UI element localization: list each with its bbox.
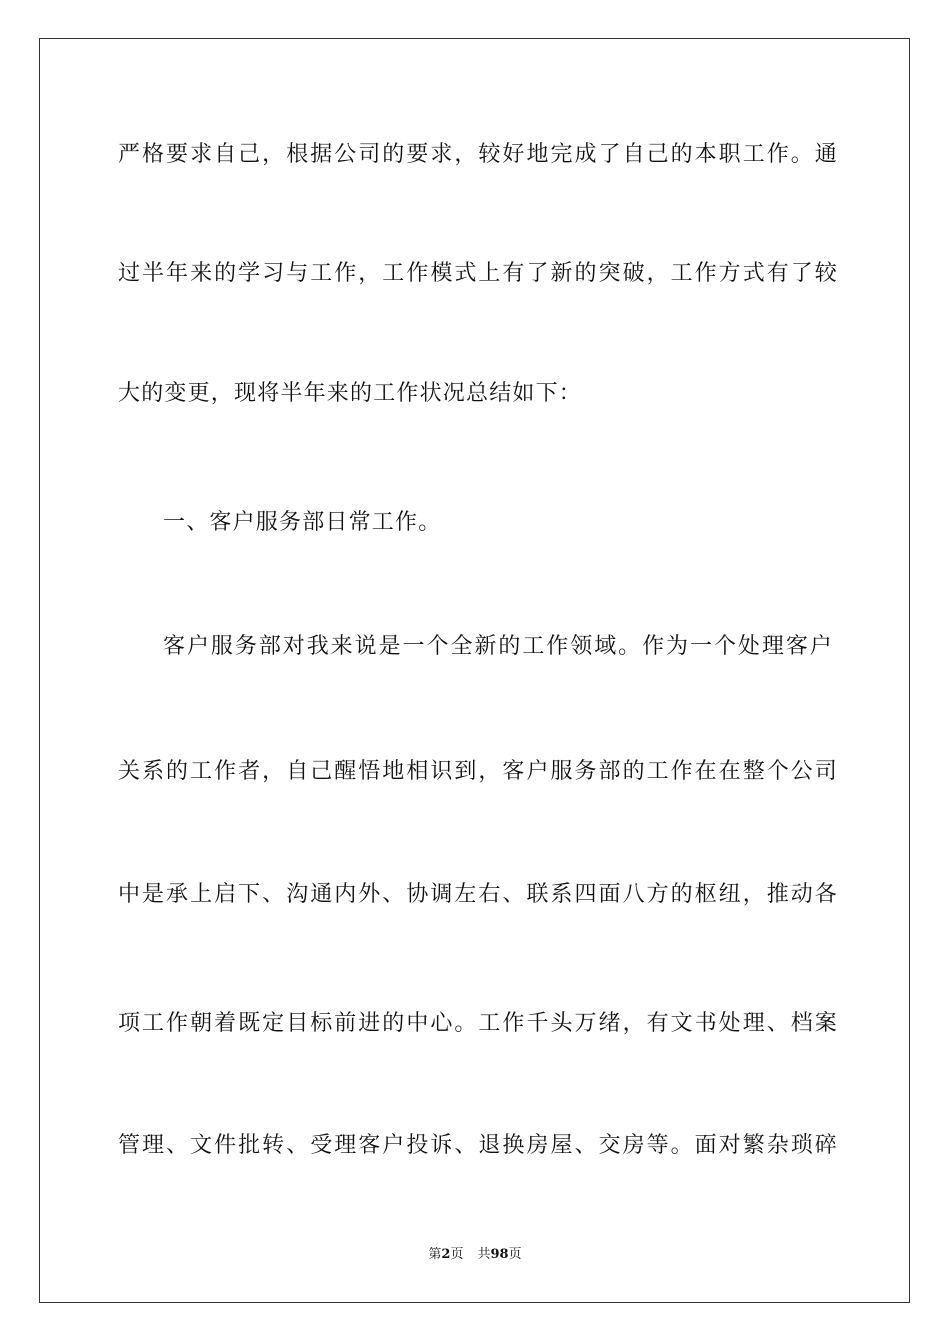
page-footer	[0, 1247, 950, 1263]
paragraph-line-5: 客户服务部对我来说是一个全新的工作领域。作为一个处理客户	[163, 634, 833, 659]
page-border	[39, 38, 910, 1303]
paragraph-line-2: 过半年来的学习与工作，工作模式上有了新的突破，工作方式有了较	[118, 261, 838, 286]
paragraph-line-6: 关系的工作者，自己醒悟地相识到，客户服务部的工作在在整个公司	[118, 759, 838, 784]
footer-page-suffix: 页	[450, 1247, 464, 1262]
paragraph-line-3: 大的变更，现将半年来的工作状况总结如下：	[118, 381, 583, 406]
footer-total-suffix: 页	[508, 1247, 522, 1262]
footer-page-prefix: 第	[428, 1247, 442, 1262]
paragraph-line-9: 管理、文件批转、受理客户投诉、退换房屋、交房等。面对繁杂琐碎	[118, 1133, 838, 1158]
paragraph-line-1: 严格要求自己，根据公司的要求，较好地完成了自己的本职工作。通	[118, 142, 838, 167]
paragraph-line-8: 项工作朝着既定目标前进的中心。工作千头万绪，有文书处理、档案	[118, 1011, 838, 1036]
section-heading: 一、客户服务部日常工作。	[163, 510, 442, 535]
footer-total-pages: 98	[490, 1247, 509, 1262]
footer-total-prefix: 共	[477, 1247, 491, 1262]
footer-page-number: 2	[441, 1247, 451, 1262]
paragraph-line-7: 中是承上启下、沟通内外、协调左右、联系四面八方的枢纽，推动各	[118, 882, 838, 907]
